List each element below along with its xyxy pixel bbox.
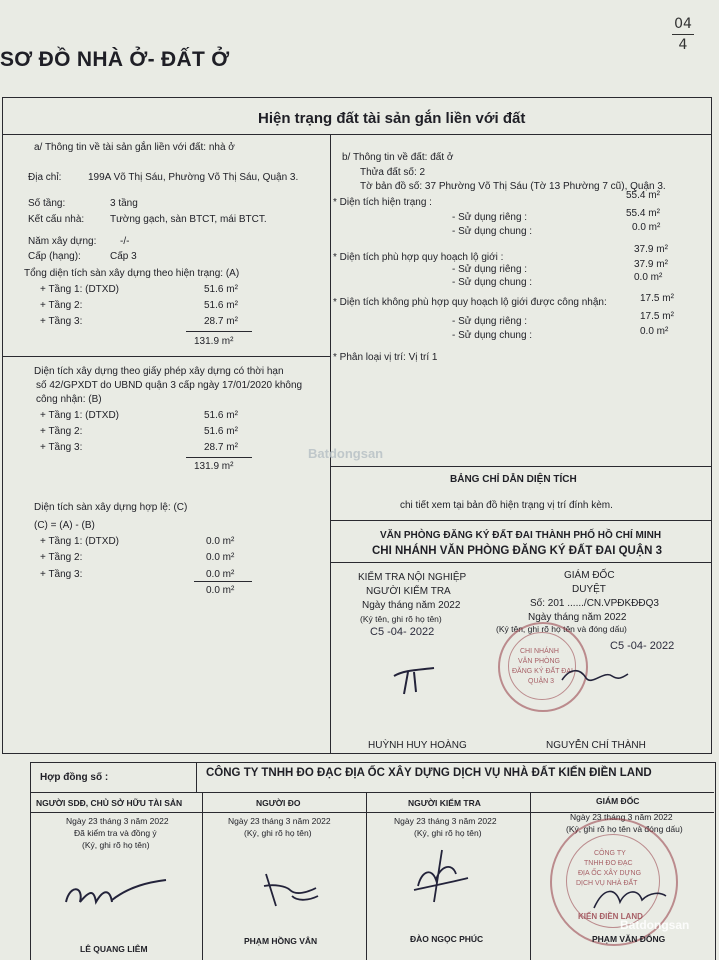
- floors-label: Số tầng:: [28, 198, 66, 209]
- approved-label: DUYỆT: [572, 584, 606, 595]
- sign-col-divider: [366, 792, 367, 960]
- sign-col-divider: [530, 792, 531, 960]
- valid-area-label: Diện tích sàn xây dựng hợp lệ: (C): [34, 502, 188, 513]
- checker-title: NGƯỜI KIỂM TRA: [366, 586, 451, 597]
- a-total-value: 131.9 m²: [194, 336, 234, 347]
- not-fit-common-value: 0.0 m²: [640, 326, 669, 337]
- b-row-value: 51.6 m²: [204, 410, 238, 421]
- office-divider: [330, 562, 712, 563]
- plan-fit-private-label: - Sử dụng riêng :: [452, 264, 528, 275]
- not-fit-private-value: 17.5 m²: [640, 311, 674, 322]
- inspector-date: Ngày 23 tháng 3 năm 2022: [394, 816, 497, 826]
- plan-fit-value: 37.9 m²: [634, 244, 668, 255]
- location-class: * Phân loại vị trí: Vị trí 1: [333, 352, 438, 363]
- structure-value: Tường gạch, sàn BTCT, mái BTCT.: [110, 214, 267, 225]
- company-seal-text: DỊCH VỤ NHÀ ĐẤT: [576, 880, 638, 887]
- b-row-label: + Tầng 3:: [40, 442, 83, 453]
- sheet-number-bottom: 4: [678, 37, 688, 53]
- address-label: Địa chỉ:: [28, 172, 62, 183]
- company-director-name: PHẠM VĂN ĐÔNG: [592, 934, 666, 944]
- a-row-label: + Tầng 2:: [40, 300, 83, 311]
- owner-signature: [60, 872, 170, 916]
- director-title: GIÁM ĐỐC: [564, 570, 615, 581]
- office-line-1: VĂN PHÒNG ĐĂNG KÝ ĐẤT ĐAI THÀNH PHỐ HỒ CHÍ MINH: [380, 530, 662, 541]
- not-fit-common-label: - Sử dụng chung :: [452, 330, 533, 341]
- inspector-signature: [412, 846, 472, 906]
- approval-number: Số: 201 ....../CN.VPĐKĐĐQ3: [530, 598, 659, 609]
- check-stamp-date: C5 -04- 2022: [370, 626, 435, 638]
- guide-divider-top: [330, 466, 712, 467]
- sheet-number: [672, 14, 694, 55]
- owner-date: Ngày 23 tháng 3 năm 2022: [66, 816, 169, 826]
- company-director-title: GIÁM ĐỐC: [596, 796, 640, 806]
- sheet-number-top: 04: [674, 16, 692, 32]
- company-seal-text: TNHH ĐO ĐẠC: [584, 860, 633, 867]
- floors-value: 3 tầng: [110, 198, 138, 209]
- checker-signature: [390, 662, 440, 698]
- company-seal-text: KIẾN ĐIỀN LAND: [578, 912, 643, 921]
- current-area-value: 55.4 m²: [626, 190, 660, 201]
- current-private-label: - Sử dụng riêng :: [452, 212, 528, 223]
- plan-fit-common-label: - Sử dụng chung :: [452, 277, 533, 288]
- not-fit-private-label: - Sử dụng riêng :: [452, 316, 528, 327]
- b-row-label: + Tầng 1: (DTXD): [40, 410, 120, 421]
- c-row-label: + Tầng 2:: [40, 552, 83, 563]
- main-section-title: Hiện trạng đất tài sản gắn liền với đất: [258, 110, 526, 127]
- a-sum-line: [186, 331, 252, 332]
- inspector-title: NGƯỜI KIỂM TRA: [408, 798, 481, 808]
- company-seal-text: ĐỊA ỐC XÂY DỰNG: [578, 870, 642, 877]
- watermark-corner: Batdongsan: [620, 918, 690, 932]
- director-sign-note: (Ký tên, ghi rõ họ tên và đóng dấu): [496, 624, 627, 634]
- company-director-date: Ngày 23 tháng 3 năm 2022: [570, 812, 673, 822]
- office-seal-text: QUẬN 3: [528, 678, 555, 685]
- permit-text-1: Diện tích xây dựng theo giấy phép xây dựng có thời hạn: [34, 366, 284, 377]
- total-area-label: Tổng diện tích sàn xây dựng theo hiện trạng: (A): [24, 268, 240, 279]
- c-row-label: + Tầng 3:: [40, 569, 83, 580]
- surveyor-title: NGƯỜI ĐO: [256, 798, 301, 808]
- surveyor-name: PHẠM HỒNG VÂN: [244, 936, 318, 946]
- owner-name: LÊ QUANG LIÊM: [80, 944, 148, 954]
- office-line-2: CHI NHÁNH VĂN PHÒNG ĐĂNG KÝ ĐẤT ĐAI QUẬN 3: [372, 545, 663, 557]
- map-sheet: Tờ bản đồ số: 37 Phường Võ Thị Sáu (Tờ 13 Phường 7 cũ), Quận 3.: [360, 181, 666, 192]
- house-heading: a/ Thông tin về tài sản gắn liền với đất: nhà ở: [34, 142, 235, 153]
- plan-fit-label: * Diện tích phù hợp quy hoạch lộ giới :: [333, 252, 504, 263]
- document-title: SƠ ĐỒ NHÀ Ở- ĐẤT Ở: [0, 48, 230, 71]
- owner-title: NGƯỜI SDĐ, CHỦ SỞ HỮU TÀI SẢN: [36, 798, 183, 808]
- inspector-sign-note: (Ký, ghi rõ họ tên): [414, 828, 482, 838]
- a-row-label: + Tầng 1: (DTXD): [40, 284, 120, 295]
- office-seal-text: CHI NHÁNH: [520, 648, 559, 655]
- company-director-signature: [590, 878, 670, 918]
- current-common-label: - Sử dụng chung :: [452, 226, 533, 237]
- current-common-value: 0.0 m²: [632, 222, 661, 233]
- a-row-value: 51.6 m²: [204, 284, 238, 295]
- guide-divider-bottom: [330, 520, 712, 521]
- area-guide-note: chi tiết xem tại bản đồ hiện trạng vị trí đính kèm.: [400, 500, 613, 511]
- not-fit-value: 17.5 m²: [640, 293, 674, 304]
- main-frame: [2, 97, 712, 754]
- watermark-main: Batdongsan: [308, 446, 384, 461]
- company-director-sign-note: (Ký, ghi rõ họ tên và đóng dấu): [566, 824, 683, 834]
- c-row-value: 0.0 m²: [206, 536, 235, 547]
- office-seal-text: VĂN PHÒNG: [518, 658, 561, 665]
- check-title: KIỂM TRA NỘI NGHIỆP: [358, 572, 467, 583]
- area-guide-title: BẢNG CHỈ DẪN DIỆN TÍCH: [450, 474, 577, 485]
- formula: (C) = (A) - (B): [34, 520, 95, 531]
- plan-fit-common-value: 0.0 m²: [634, 272, 663, 283]
- year-label: Năm xây dựng:: [28, 236, 97, 247]
- c-row-label: + Tầng 1: (DTXD): [40, 536, 120, 547]
- not-fit-label: * Diện tích không phù hợp quy hoạch lộ giới được công nhận:: [333, 297, 607, 308]
- grade-value: Cấp 3: [110, 251, 137, 262]
- director-date: Ngày tháng năm 2022: [528, 612, 627, 623]
- director-signature: [560, 664, 630, 688]
- owner-note: Đã kiểm tra và đồng ý: [74, 828, 157, 838]
- a-row-label: + Tầng 3:: [40, 316, 83, 327]
- current-private-value: 55.4 m²: [626, 208, 660, 219]
- title-divider: [2, 134, 712, 135]
- sign-col-divider: [202, 792, 203, 960]
- surveyor-sign-note: (Ký, ghi rõ họ tên): [244, 828, 312, 838]
- current-area-label: * Diện tích hiện trạng :: [333, 197, 432, 208]
- check-date: Ngày tháng năm 2022: [362, 600, 461, 611]
- contract-label: Hợp đồng số :: [40, 772, 109, 783]
- inspector-name: ĐÀO NGỌC PHÚC: [410, 934, 484, 944]
- surveyor-signature: [262, 866, 322, 910]
- permit-text-3: công nhận: (B): [36, 394, 102, 405]
- structure-label: Kết cấu nhà:: [28, 214, 85, 225]
- owner-sign-note: (Ký, ghi rõ họ tên): [82, 840, 150, 850]
- company-seal-text: CÔNG TY: [594, 850, 626, 857]
- section-divider-a: [2, 356, 330, 357]
- c-row-value: 0.0 m²: [206, 569, 235, 580]
- column-divider: [330, 134, 331, 754]
- contract-col-divider: [196, 762, 197, 792]
- b-total-value: 131.9 m²: [194, 461, 234, 472]
- land-heading: b/ Thông tin về đất: đất ở: [342, 152, 454, 163]
- plan-fit-private-value: 37.9 m²: [634, 259, 668, 270]
- c-total-value: 0.0 m²: [206, 585, 235, 596]
- b-row-label: + Tầng 2:: [40, 426, 83, 437]
- permit-text-2: số 42/GPXDT do UBND quận 3 cấp ngày 17/01/2020 không: [36, 380, 303, 391]
- b-sum-line: [186, 457, 252, 458]
- office-seal-text: ĐĂNG KÝ ĐẤT ĐAI: [512, 668, 573, 675]
- parcel-number: Thửa đất số: 2: [360, 167, 426, 178]
- a-row-value: 51.6 m²: [204, 300, 238, 311]
- a-row-value: 28.7 m²: [204, 316, 238, 327]
- check-sign-note: (Ký tên, ghi rõ họ tên): [360, 614, 442, 624]
- director-name: NGUYỄN CHÍ THÀNH: [546, 740, 646, 751]
- director-stamp-date: C5 -04- 2022: [610, 640, 675, 652]
- checker-name: HUỲNH HUY HOÀNG: [368, 740, 467, 751]
- surveyor-date: Ngày 23 tháng 3 năm 2022: [228, 816, 331, 826]
- grade-label: Cấp (hạng):: [28, 251, 81, 262]
- company-name: CÔNG TY TNHH ĐO ĐẠC ĐỊA ỐC XÂY DỰNG DỊCH VỤ NHÀ ĐẤT KIẾN ĐIỀN LAND: [206, 767, 652, 779]
- b-row-value: 51.6 m²: [204, 426, 238, 437]
- contractor-header-divider: [30, 792, 714, 793]
- c-sum-line: [194, 581, 252, 582]
- year-value: -/-: [120, 236, 130, 247]
- b-row-value: 28.7 m²: [204, 442, 238, 453]
- address-value: 199A Võ Thị Sáu, Phường Võ Thị Sáu, Quận 3.: [88, 172, 299, 183]
- c-row-value: 0.0 m²: [206, 552, 235, 563]
